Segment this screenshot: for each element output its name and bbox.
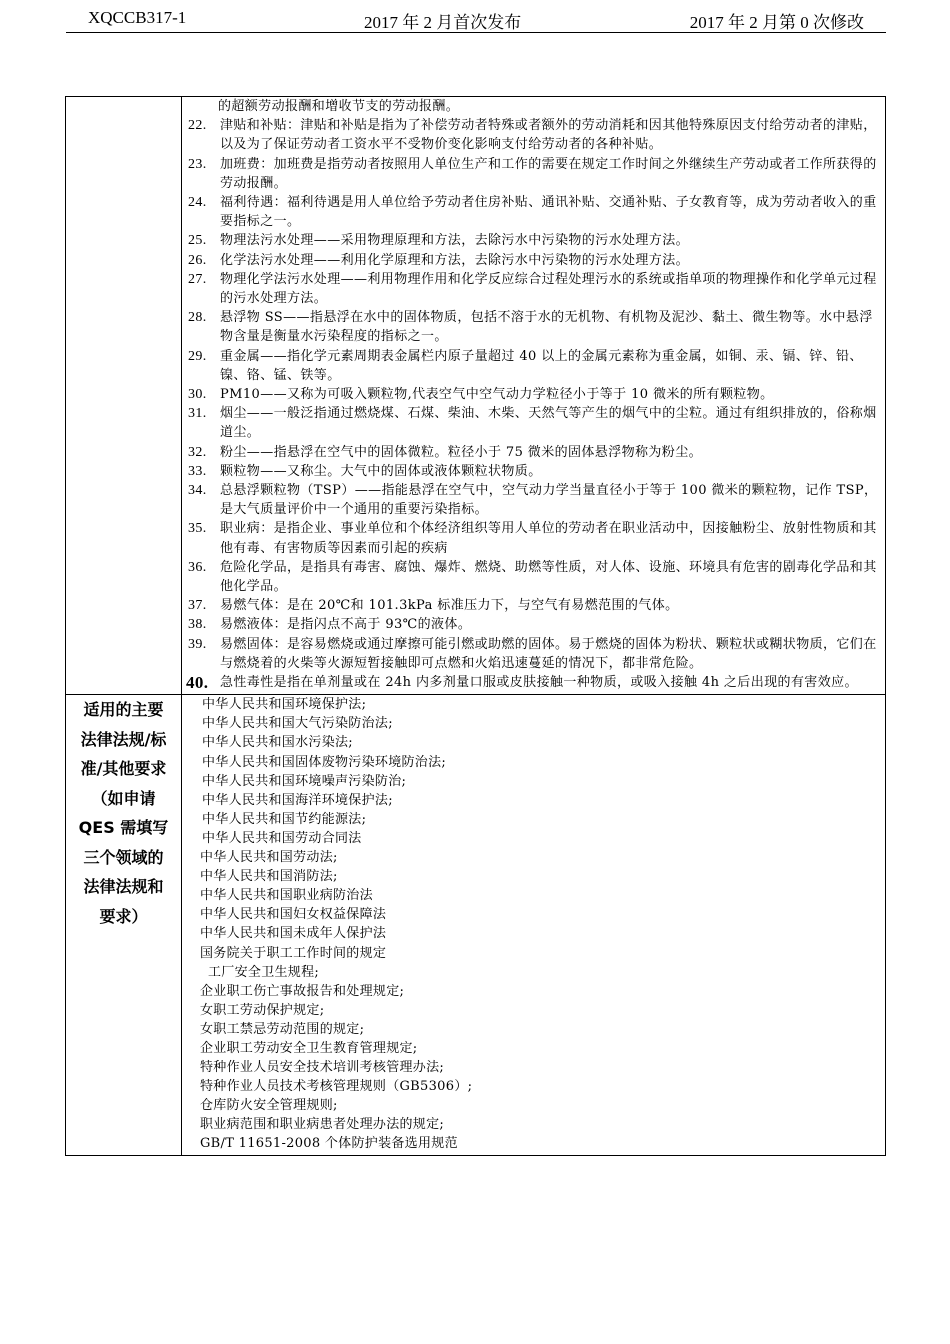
laws-label-line: 法律法规和	[83, 877, 164, 897]
definition-text: 急性毒性是指在单剂量或在 24h 内多剂量口服或皮肤接触一种物质，或吸入接触 4h 之后出现的有害效应。	[220, 675, 858, 691]
definition-text: 颗粒物——又称尘。大气中的固体或液体颗粒状物质。	[220, 463, 542, 479]
definition-number: 23.	[188, 156, 207, 172]
definition-number: 37.	[188, 598, 207, 614]
definitions-cell	[182, 97, 886, 695]
definition-number: 39.	[188, 636, 207, 652]
laws-label-cell	[66, 695, 182, 1155]
definition-text: 加班费：加班费是指劳动者按照用人单位生产和工作的需要在规定工作时间之外继续生产劳动或者工作所获得的劳动报酬。	[220, 156, 877, 191]
laws-label-line: 法律法规/标	[80, 729, 167, 749]
laws-label-line: 适用的主要	[83, 700, 164, 720]
definition-text: 物理化学法污水处理——利用物理作用和化学反应综合过程处理污水的系统或指单项的物理操作和化学单元过程的污水处理方法。	[220, 271, 877, 307]
law-item: 中华人民共和国环境保护法;	[202, 697, 367, 713]
laws-label-line: （如申请	[91, 788, 156, 808]
definition-item	[184, 270, 883, 308]
law-item: 工厂安全卫生规程;	[208, 964, 320, 980]
definition-text: 易燃液体：是指闪点不高于 93℃的液体。	[220, 617, 472, 633]
law-item: 中华人民共和国水污染法;	[202, 735, 353, 751]
definition-number: 28.	[188, 310, 207, 326]
definition-item	[184, 385, 883, 404]
definition-number: 34.	[188, 483, 207, 499]
law-item: 中华人民共和国大气污染防治法;	[202, 716, 393, 732]
laws-label-line: 准/其他要求	[80, 759, 167, 779]
definition-number: 40.	[186, 673, 209, 693]
definition-item	[184, 155, 883, 193]
law-item: 中华人民共和国劳动合同法	[202, 830, 362, 846]
law-item: 中华人民共和国固体废物污染环境防治法;	[202, 754, 447, 770]
law-item: 中华人民共和国海洋环境保护法;	[202, 792, 393, 808]
definition-number: 29.	[188, 348, 207, 364]
laws-row	[66, 695, 886, 1155]
laws-label-line: 三个领域的	[83, 847, 164, 867]
definition-item	[184, 308, 883, 346]
revision-info: 2017 年 2 月第 0 次修改	[689, 13, 864, 32]
definition-item	[184, 481, 883, 519]
definition-item	[184, 251, 883, 270]
definition-number: 32.	[188, 444, 207, 460]
law-item: 中华人民共和国消防法;	[200, 869, 338, 885]
definition-item	[184, 596, 883, 615]
page-header	[66, 6, 886, 33]
definitions-label-cell	[66, 97, 182, 695]
definition-number: 24.	[188, 195, 207, 211]
definition-item	[184, 519, 883, 557]
definition-number: 25.	[188, 233, 207, 249]
definitions-row	[66, 97, 886, 695]
laws-cell	[182, 695, 886, 1155]
definition-item	[184, 462, 883, 481]
laws-list	[182, 695, 885, 1154]
definition-text: 粉尘——指悬浮在空气中的固体微粒。粒径小于 75 微米的固体悬浮物称为粉尘。	[220, 444, 703, 460]
definition-number: 27.	[188, 271, 207, 287]
definition-text: PM10——又称为可吸入颗粒物,代表空气中空气动力学粒径小于等于 10 微米的所有颗粒物。	[220, 387, 774, 403]
law-item: 国务院关于职工工作时间的规定	[200, 945, 387, 961]
law-item: 职业病范围和职业病患者处理办法的规定;	[200, 1117, 445, 1133]
definition-item	[184, 615, 883, 634]
law-item: GB/T 11651-2008 个体防护装备选用规范	[200, 1136, 458, 1152]
law-item: 女职工禁忌劳动范围的规定;	[200, 1021, 365, 1037]
definition-number: 30.	[188, 387, 207, 403]
law-item: 中华人民共和国职业病防治法	[200, 888, 373, 904]
definition-item	[184, 347, 883, 385]
definition-number: 36.	[188, 559, 207, 575]
definition-text: 化学法污水处理——利用化学原理和方法，去除污水中污染物的污水处理方法。	[220, 252, 690, 268]
definition-item	[184, 635, 883, 673]
laws-label	[66, 695, 181, 931]
definition-text: 福利待遇：福利待遇是用人单位给予劳动者住房补贴、通讯补贴、交通补贴、子女教育等，成为劳动者收入的重要指标之一。	[220, 195, 877, 230]
definition-number: 33.	[188, 463, 207, 479]
definition-item	[184, 673, 883, 692]
law-item: 中华人民共和国环境噪声污染防治;	[202, 773, 407, 789]
definition-item	[184, 193, 883, 231]
definition-text: 职业病：是指企业、事业单位和个体经济组织等用人单位的劳动者在职业活动中，因接触粉尘、放射性物质和其他有毒、有害物质等因素而引起的疾病	[220, 521, 877, 556]
laws-label-line: QES 需填写	[78, 818, 169, 838]
law-item: 仓库防火安全管理规则;	[200, 1098, 338, 1114]
laws-label-line: 要求）	[99, 906, 148, 926]
document-table	[65, 96, 886, 1156]
law-item: 中华人民共和国妇女权益保障法	[200, 907, 387, 923]
law-item: 中华人民共和国节约能源法;	[202, 811, 367, 827]
definition-item	[184, 558, 883, 596]
definition-text: 津贴和补贴：津贴和补贴是指为了补偿劳动者特殊或者额外的劳动消耗和因其他特殊原因支付给劳动者的津贴，以及为了保证劳动者工资水平不受物价变化影响支付给劳动者的各种补贴。	[220, 118, 877, 153]
continued-text: 的超额劳动报酬和增收节支的劳动报酬。	[218, 99, 460, 114]
law-item: 女职工劳动保护规定;	[200, 1002, 325, 1018]
law-item: 中华人民共和国劳动法;	[200, 850, 338, 866]
definitions-list	[182, 116, 885, 694]
definition-number: 22.	[188, 118, 207, 134]
definition-text: 总悬浮颗粒物（TSP）——指能悬浮在空气中，空气动力学当量直径小于等于 100 微米的颗粒物，记作 TSP，是大气质量评价中一个通用的重要污染指标。	[220, 483, 878, 518]
publish-date: 2017 年 2 月首次发布	[364, 13, 522, 32]
definition-text: 烟尘——一般泛指通过燃烧煤、石煤、柴油、木柴、天然气等产生的烟气中的尘粒。通过有组织排放的，俗称烟道尘。	[220, 406, 877, 441]
definition-item	[184, 116, 883, 154]
definition-text: 易燃固体：是容易燃烧或通过摩擦可能引燃或助燃的固体。易于燃烧的固体为粉状、颗粒状或糊状物质，它们在与燃烧着的火柴等火源短暂接触即可点燃和火焰迅速蔓延的情况下，都非常危险。	[220, 636, 877, 671]
definition-number: 35.	[188, 521, 207, 537]
law-item: 中华人民共和国未成年人保护法	[200, 926, 387, 942]
definition-text: 物理法污水处理——采用物理原理和方法，去除污水中污染物的污水处理方法。	[220, 233, 690, 249]
definition-text: 悬浮物 SS——指悬浮在水中的固体物质，包括不溶于水的无机物、有机物及泥沙、黏土、微生物等。水中悬浮物含量是衡量水污染程度的指标之一。	[220, 310, 873, 345]
law-item: 特种作业人员技术考核管理规则（GB5306）;	[200, 1079, 473, 1095]
definition-text: 危险化学品，是指具有毒害、腐蚀、爆炸、燃烧、助燃等性质，对人体、设施、环境具有危害的剧毒化学品和其他化学品。	[220, 559, 877, 595]
definition-number: 26.	[188, 252, 207, 268]
definition-item	[184, 231, 883, 250]
definition-text: 易燃气体：是在 20℃和 101.3kPa 标准压力下，与空气有易燃范围的气体。	[220, 598, 679, 614]
definition-number: 38.	[188, 617, 207, 633]
definition-text: 重金属——指化学元素周期表金属栏内原子量超过 40 以上的金属元素称为重金属，如铜、汞、镉、锌、铅、镍、铬、锰、铁等。	[220, 348, 863, 383]
law-item: 企业职工伤亡事故报告和处理规定;	[200, 983, 405, 999]
document-code: XQCCB317-1	[88, 8, 187, 27]
law-item: 企业职工劳动安全卫生教育管理规定;	[200, 1040, 418, 1056]
law-item: 特种作业人员安全技术培训考核管理办法;	[200, 1060, 445, 1076]
definition-item	[184, 404, 883, 442]
definition-number: 31.	[188, 406, 207, 422]
definition-item	[184, 443, 883, 462]
